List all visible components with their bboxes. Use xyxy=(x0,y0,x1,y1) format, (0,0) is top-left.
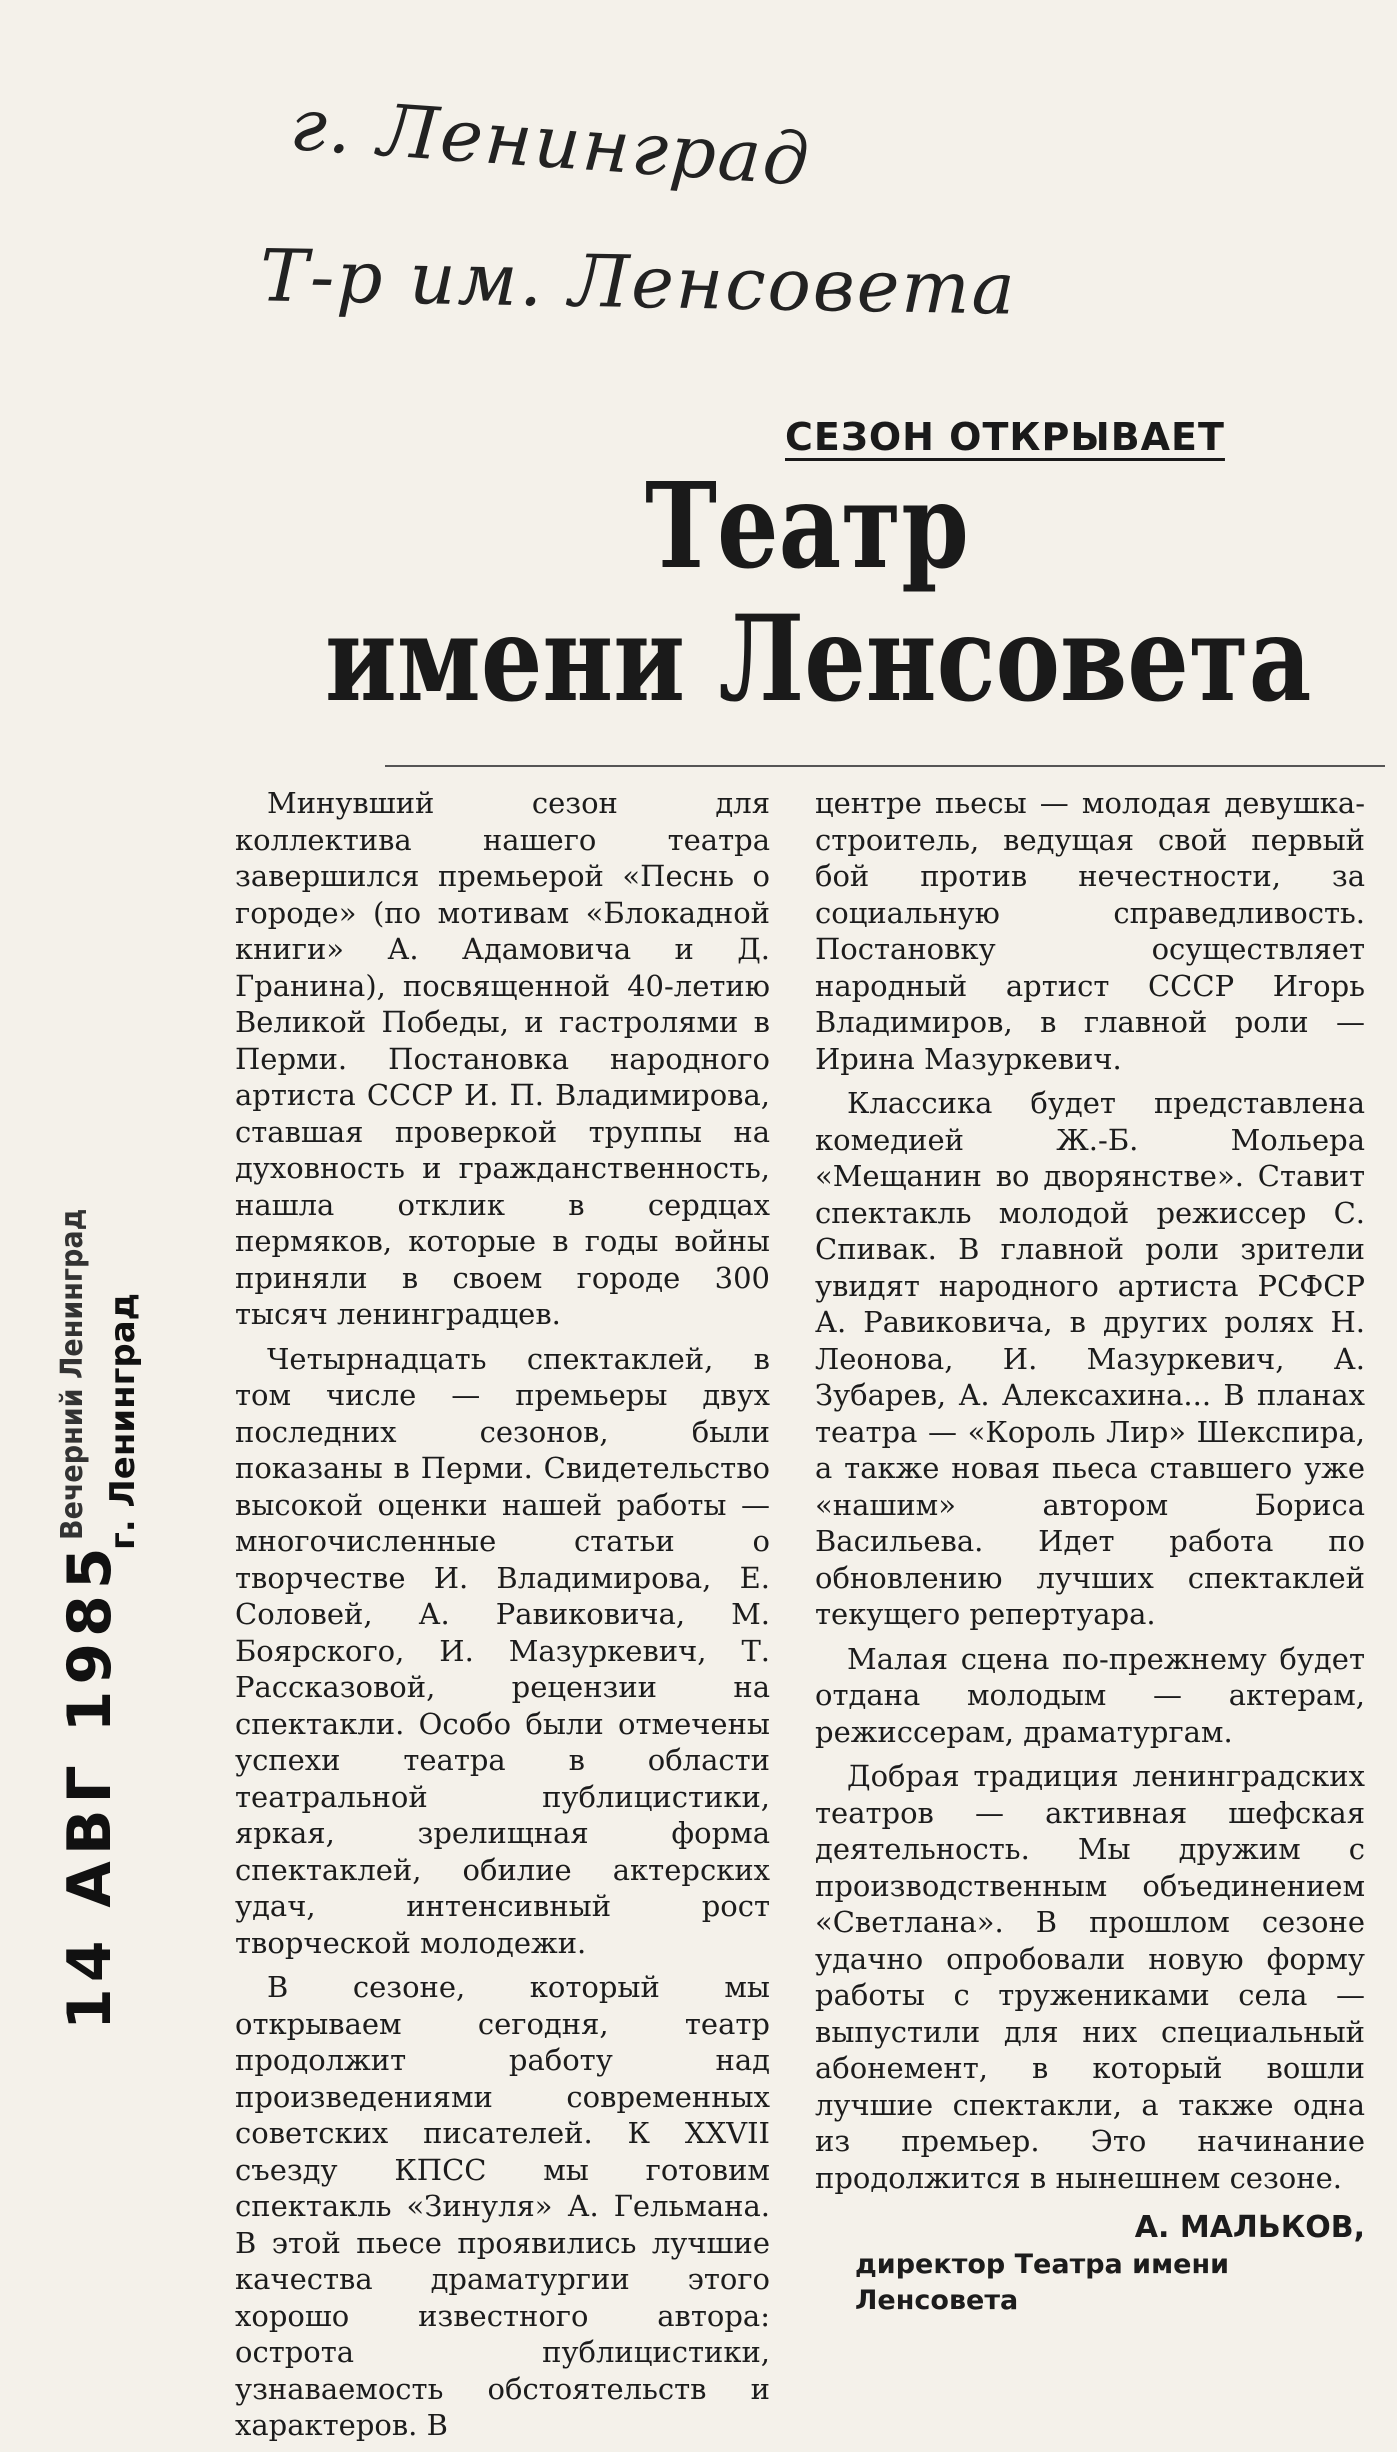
stamp-newspaper: Вечерний Ленинград xyxy=(55,1208,90,1540)
author-title: директор Театра имени Ленсовета xyxy=(855,2248,1230,2316)
article-title-line1: Театр xyxy=(645,456,969,595)
title-divider xyxy=(385,765,1385,767)
paragraph: Малая сцена по-прежнему будет отдана молодым — актерам, режиссерам, драматургам. xyxy=(815,1641,1365,1749)
article-left-column xyxy=(235,785,770,2452)
stamp-city: г. Ленинград xyxy=(103,1292,143,1550)
article-rubric: СЕЗОН ОТКРЫВАЕТ xyxy=(785,415,1225,459)
paragraph: Минувший сезон для коллектива нашего театра завершился премьерой «Песнь о городе» (по мотивам «Блокадной книги» А. Адамовича и Д. Гранина), посвященной 40-летию Великой Победы, и гастролями в Перми. Постановка народного артиста СССР И. П. Владимирова, ставшая проверкой труппы на духовность и гражданственность, нашла отклик в сердцах пермяков, которые в годы войны приняли в своем городе 300 тысяч ленинградцев. xyxy=(235,786,770,1331)
article-right-column xyxy=(815,785,1365,2319)
date-stamp xyxy=(55,1130,165,2030)
author-name: А. МАЛЬКОВ, xyxy=(1134,2210,1365,2245)
paragraph: Четырнадцать спектаклей, в том числе — премьеры двух последних сезонов, были показаны в Перми. Свидетельство высокой оценки нашей работы — многочисленные статьи о творчестве И. Владимирова, Е. Соловей, А. Равиковича, М. Боярского, И. Мазуркевич, Т. Рассказовой, рецензии на спектакли. Особо были отмечены успехи театра в области театральной публицистики, яркая, зрелищная форма спектаклей, обилие актерских удач, интенсивный рост творческой молодежи. xyxy=(235,1341,770,1960)
paragraph: В сезоне, который мы открываем сегодня, театр продолжит работу над произведениями современных советских писателей. К XXVII съезду КПСС мы готовим спектакль «Зинуля» А. Гельмана. В этой пьесе проявились лучшие качества драматургии этого хорошо известного автора: острота публицистики, узнаваемость обстоятельств и характеров. В xyxy=(235,1970,770,2442)
paragraph: Добрая традиция ленинградских театров — активная шефская деятельность. Мы дружим с производственным объединением «Светлана». В прошлом сезоне удачно опробовали новую форму работы с тружениками села — выпустили для них специальный абонемент, в который вошли лучшие спектакли, а также одна из премьер. Это начинание продолжится в нынешнем сезоне. xyxy=(815,1759,1365,2195)
handwritten-theatre-note: Т-р им. Ленсовета xyxy=(259,233,1018,331)
stamp-date: 14 АВГ 1985 xyxy=(55,1541,125,2030)
newspaper-clipping xyxy=(235,375,1385,2442)
article-title-line2: имени Ленсовета xyxy=(325,589,1312,728)
handwritten-city-note: г. Ленинград xyxy=(287,81,814,203)
paragraph: Классика будет представлена комедией Ж.-Б. Мольера «Мещанин во дворянстве». Ставит спектакль молодой режиссер С. Спивак. В главной роли зрители увидят народного артиста РСФСР А. Равиковича, в других ролях Н. Леонова, И. Мазуркевич, А. Зубарев, А. Алексахина... В планах театра — «Король Лир» Шекспира, а также новая пьеса ставшего уже «нашим» автором Бориса Васильева. Идет работа по обновлению лучших спектаклей текущего репертуара. xyxy=(815,1086,1365,1631)
paragraph: центре пьесы — молодая девушка-строитель, ведущая свой первый бой против нечестности, за социальную справедливость. Постановку осуществляет народный артист СССР Игорь Владимиров, в главной роли — Ирина Мазуркевич. xyxy=(815,786,1365,1076)
